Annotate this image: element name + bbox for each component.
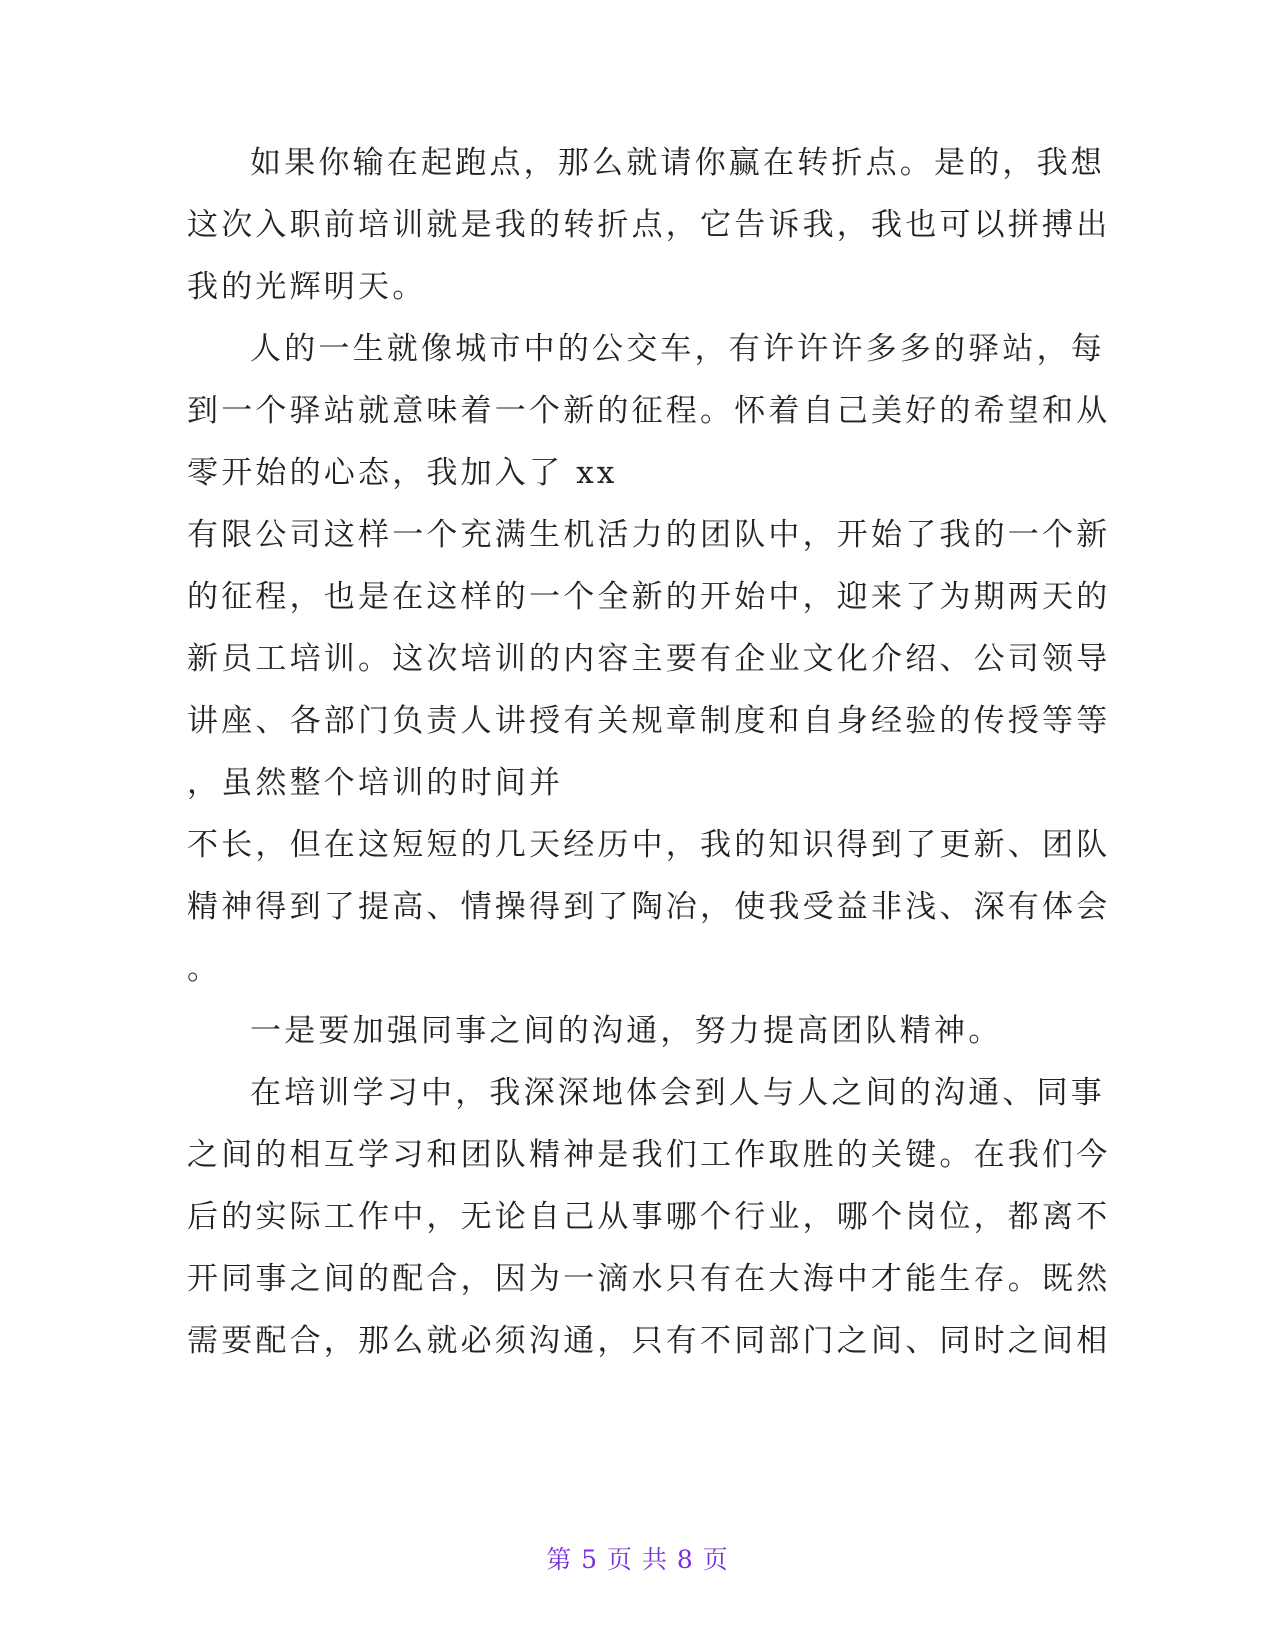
text-line: 我的光辉明天。 — [187, 269, 427, 305]
text-line: 如果你输在起跑点，那么就请你赢在转折点。是的，我想 — [250, 145, 1105, 181]
text-line: 后的实际工作中，无论自己从事哪个行业，哪个岗位，都离不 — [187, 1199, 1111, 1235]
text-line: 的征程，也是在这样的一个全新的开始中，迎来了为期两天的 — [187, 579, 1111, 615]
text-line: 在培训学习中，我深深地体会到人与人之间的沟通、同事 — [250, 1075, 1105, 1111]
text-line: 新员工培训。这次培训的内容主要有企业文化介绍、公司领导 — [187, 641, 1111, 677]
text-line: 开同事之间的配合，因为一滴水只有在大海中才能生存。既然 — [187, 1261, 1111, 1297]
text-line: 到一个驿站就意味着一个新的征程。怀着自己美好的希望和从 — [187, 393, 1111, 429]
text-line: 讲座、各部门负责人讲授有关规章制度和自身经验的传授等等 — [187, 703, 1111, 739]
text-line: 需要配合，那么就必须沟通，只有不同部门之间、同时之间相 — [187, 1323, 1111, 1359]
text-line: 零开始的心态，我加入了 xx — [187, 455, 618, 491]
text-line: ，虽然整个培训的时间并 — [187, 765, 564, 801]
text-line: 有限公司这样一个充满生机活力的团队中，开始了我的一个新 — [187, 517, 1111, 553]
text-line: 不长，但在这短短的几天经历中，我的知识得到了更新、团队 — [187, 827, 1111, 863]
text-line: 之间的相互学习和团队精神是我们工作取胜的关键。在我们今 — [187, 1137, 1111, 1173]
text-line: 这次入职前培训就是我的转折点，它告诉我，我也可以拼搏出 — [187, 207, 1111, 243]
text-line: 精神得到了提高、情操得到了陶冶，使我受益非浅、深有体会 — [187, 889, 1111, 925]
text-line: 一是要加强同事之间的沟通，努力提高团队精神。 — [250, 1013, 1003, 1049]
page-number-footer: 第 5 页 共 8 页 — [546, 1545, 729, 1574]
text-line: 。 — [187, 951, 222, 987]
text-line: 人的一生就像城市中的公交车，有许许许多多的驿站，每 — [250, 331, 1105, 367]
